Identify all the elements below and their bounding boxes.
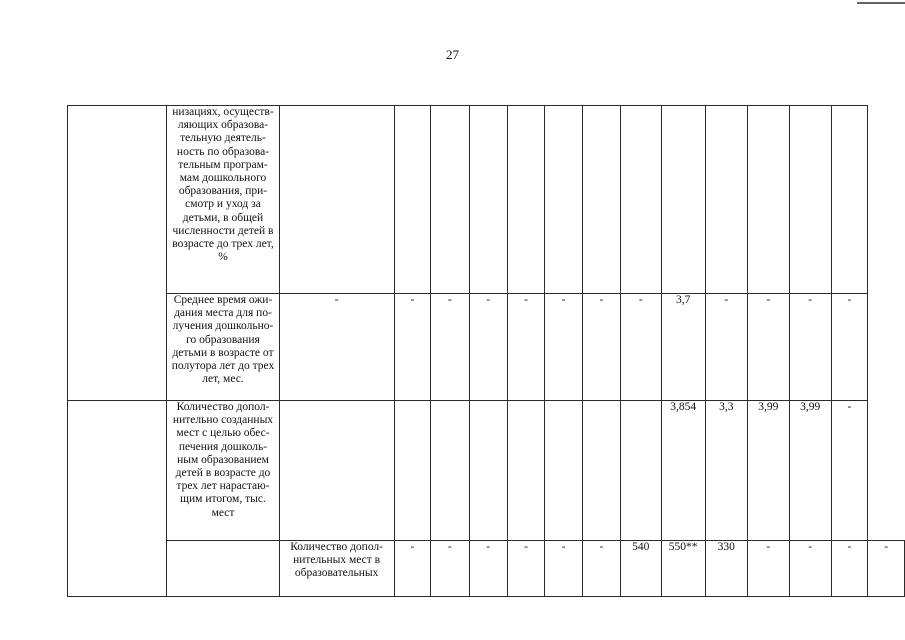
value-cell <box>279 401 394 541</box>
cell-value: - <box>410 541 415 553</box>
description-line: возрасте до трех лет, <box>172 238 274 251</box>
value-cell <box>431 294 469 401</box>
value-cell <box>394 106 431 294</box>
cell-value: - <box>599 541 604 553</box>
value-cell <box>469 106 507 294</box>
cell-value: - <box>447 294 452 306</box>
value-cell <box>705 106 747 294</box>
cell-value: - <box>638 294 643 306</box>
cell-value: 3,99 <box>758 401 779 413</box>
description-line: печения дошколь- <box>178 440 268 453</box>
value-cell <box>621 106 662 294</box>
table-row <box>68 541 905 597</box>
cell-value: - <box>561 541 566 553</box>
description-line: смотр и уход за <box>185 198 261 211</box>
value-cell <box>507 294 544 401</box>
description-line: детьми, в общей <box>182 211 264 224</box>
description-line: Количество допол- <box>290 541 383 553</box>
value-cell <box>469 541 507 597</box>
value-cell <box>507 401 544 541</box>
value-cell <box>545 401 582 541</box>
indicator-description <box>167 401 279 541</box>
value-cell <box>661 294 705 401</box>
value-cell <box>747 106 789 294</box>
value-cell <box>582 541 620 597</box>
cell-value: 3,854 <box>670 401 697 413</box>
group-cell <box>68 106 167 401</box>
cell-value: - <box>884 541 889 553</box>
description-line: ляющих образова- <box>177 119 269 132</box>
value-cell <box>431 401 469 541</box>
value-cell <box>582 106 620 294</box>
value-cell <box>868 541 905 597</box>
value-cell <box>545 106 582 294</box>
cell-value: - <box>410 294 415 306</box>
value-cell <box>279 294 394 401</box>
description-line: детьми в возрасте от <box>172 346 274 359</box>
value-cell <box>789 294 831 401</box>
indicator-description <box>279 541 394 597</box>
cell-value: - <box>808 294 813 306</box>
description-line: мест с целью обес- <box>176 427 270 440</box>
indicator-table <box>67 105 905 597</box>
cell-value: - <box>847 294 852 306</box>
description-line: низациях, осуществ- <box>172 106 274 118</box>
description-line: % <box>218 251 228 264</box>
description-line: трех лет нарастаю- <box>176 480 270 493</box>
table-row <box>68 106 905 294</box>
description-line: го образования <box>186 333 260 346</box>
description-line: дания места для по- <box>174 307 272 320</box>
cell-value: 3,99 <box>800 401 821 413</box>
value-cell <box>661 541 705 597</box>
cell-value: - <box>561 294 566 306</box>
value-cell <box>705 541 747 597</box>
cell-value: - <box>766 294 771 306</box>
page-number: 27 <box>446 47 459 62</box>
description-line: детей в возрасте до <box>175 467 271 480</box>
description-line: образования, при- <box>178 185 268 198</box>
value-cell <box>705 401 747 541</box>
value-cell <box>831 294 868 401</box>
description-line: лет, мес. <box>202 373 244 386</box>
value-cell <box>621 541 662 597</box>
value-cell <box>279 106 394 294</box>
value-cell <box>747 294 789 401</box>
description-line: полутора лет до трех <box>171 360 275 373</box>
cell-value: - <box>847 401 852 413</box>
description-line: мест <box>211 506 235 519</box>
cell-value: 550** <box>668 541 698 553</box>
description-line: мам дошкольного <box>179 172 267 185</box>
cell-value: - <box>599 294 604 306</box>
value-cell <box>831 106 868 294</box>
description-line: нительно созданных <box>172 414 274 427</box>
description-line: лучения дошкольно- <box>172 320 274 333</box>
value-cell <box>621 401 662 541</box>
value-cell <box>747 401 789 541</box>
cell-value: 3,7 <box>675 294 691 306</box>
description-line: тельным програм- <box>178 158 268 171</box>
description-line: Количество допол- <box>176 401 270 413</box>
group-cell <box>167 541 279 597</box>
value-cell <box>831 541 868 597</box>
value-cell <box>394 541 431 597</box>
cell-value: - <box>486 294 491 306</box>
value-cell <box>747 541 789 597</box>
group-cell <box>68 401 167 597</box>
description-line: образовательных <box>294 567 379 580</box>
value-cell <box>582 401 620 541</box>
value-cell <box>789 401 831 541</box>
description-line: нительных мест в <box>293 554 381 567</box>
indicator-description <box>167 294 279 401</box>
value-cell <box>431 541 469 597</box>
cell-value: - <box>847 541 852 553</box>
value-cell <box>789 106 831 294</box>
description-line: ность по образова- <box>176 145 270 158</box>
table-row <box>68 401 905 541</box>
corner-scan-mark <box>857 2 905 4</box>
cell-value: - <box>524 294 528 306</box>
cell-value: 3,3 <box>719 401 734 413</box>
value-cell <box>705 294 747 401</box>
description-line: щим итогом, тыс. <box>180 493 266 506</box>
value-cell <box>469 294 507 401</box>
cell-value: 540 <box>632 541 650 553</box>
description-line: ным образованием <box>177 453 269 466</box>
value-cell <box>507 541 544 597</box>
cell-value: 330 <box>717 541 735 553</box>
value-cell <box>431 106 469 294</box>
value-cell <box>582 294 620 401</box>
value-cell <box>507 106 544 294</box>
value-cell <box>661 401 705 541</box>
value-cell <box>621 294 662 401</box>
value-cell <box>394 294 431 401</box>
value-cell <box>545 541 582 597</box>
value-cell <box>831 401 868 541</box>
value-cell <box>545 294 582 401</box>
description-line: тельную деятель- <box>180 132 266 145</box>
value-cell <box>789 541 831 597</box>
cell-value: - <box>524 541 528 553</box>
cell-value: - <box>486 541 491 553</box>
value-cell <box>661 106 705 294</box>
cell-value: - <box>724 294 729 306</box>
value-cell <box>394 401 431 541</box>
cell-value: - <box>334 294 339 306</box>
table-row <box>68 294 905 401</box>
cell-value: - <box>808 541 813 553</box>
value-cell <box>469 401 507 541</box>
cell-value: - <box>766 541 771 553</box>
description-line: численности детей в <box>172 224 274 237</box>
cell-value: - <box>447 541 452 553</box>
indicator-description <box>167 106 279 294</box>
description-line: Среднее время ожи- <box>173 294 273 306</box>
